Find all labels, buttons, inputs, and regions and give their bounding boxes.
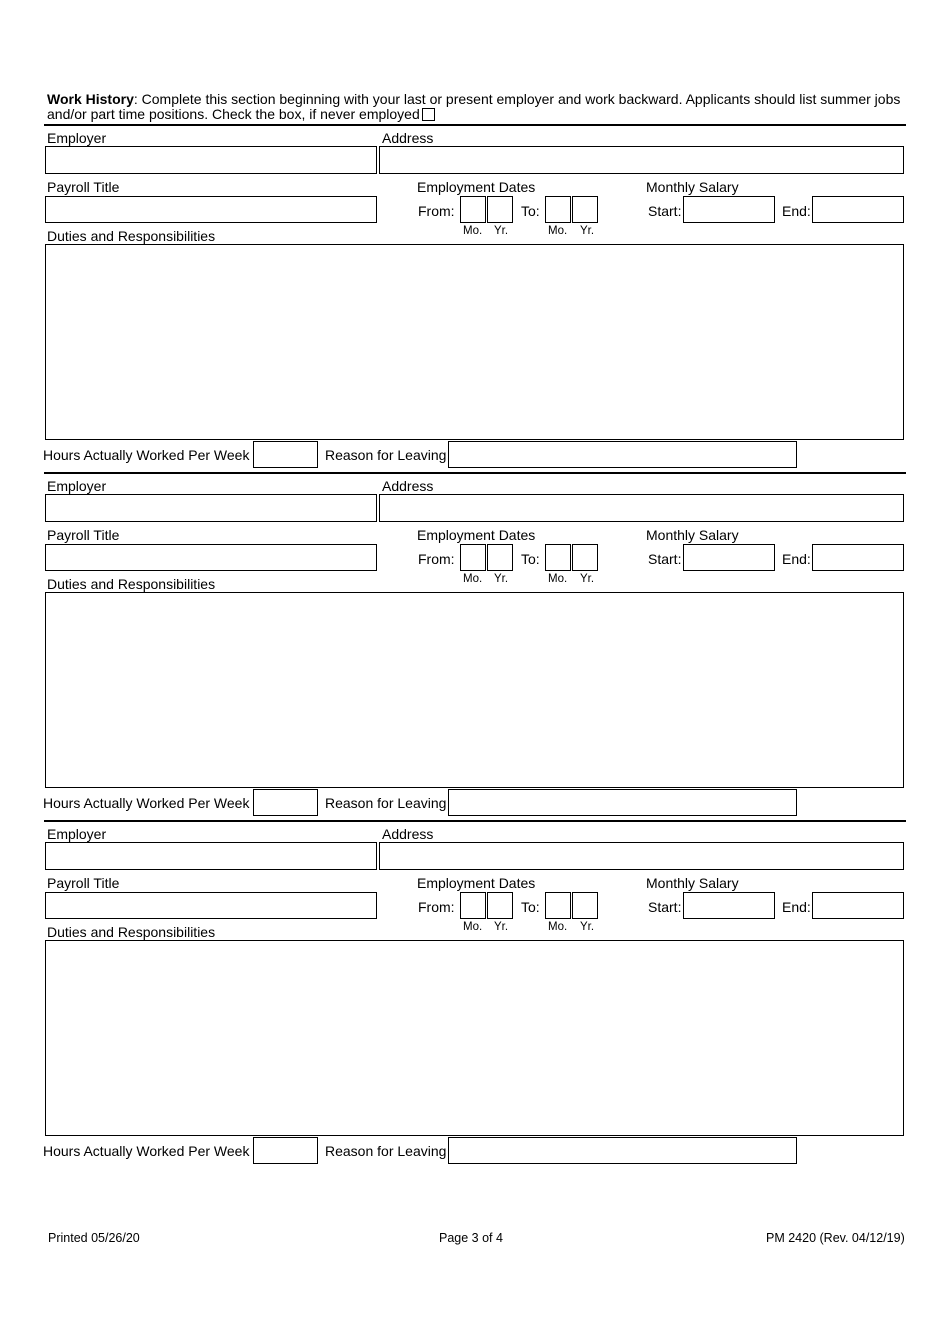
payroll-title-label: Payroll Title	[47, 875, 120, 891]
to-month-input[interactable]	[545, 892, 571, 919]
employer-input[interactable]	[45, 494, 377, 522]
employer-label: Employer	[47, 130, 107, 146]
payroll-title-input[interactable]	[45, 196, 377, 223]
reason-label: Reason for Leaving	[325, 447, 447, 463]
work-history-entry-2	[0, 472, 950, 822]
from-month-input[interactable]	[460, 196, 486, 223]
hours-label: Hours Actually Worked Per Week	[43, 795, 250, 811]
employer-label: Employer	[47, 826, 107, 842]
to-month-input[interactable]	[545, 544, 571, 571]
page-number: Page 3 of 4	[439, 1231, 503, 1245]
payroll-title-label: Payroll Title	[47, 527, 120, 543]
salary-end-input[interactable]	[812, 544, 904, 571]
duties-label: Duties and Responsibilities	[47, 576, 216, 592]
salary-start-input[interactable]	[683, 544, 775, 571]
employer-input[interactable]	[45, 842, 377, 870]
to-label: To:	[521, 899, 540, 915]
hours-input[interactable]	[253, 1137, 318, 1164]
work-history-entry-3	[0, 820, 950, 1170]
from-mo-caption: Mo.	[463, 225, 483, 237]
employer-input[interactable]	[45, 146, 377, 174]
from-mo-caption: Mo.	[463, 573, 483, 585]
duties-label: Duties and Responsibilities	[47, 228, 216, 244]
address-input[interactable]	[379, 842, 904, 870]
work-history-instructions	[47, 92, 917, 122]
hours-label: Hours Actually Worked Per Week	[43, 1143, 250, 1159]
start-label: Start:	[648, 899, 682, 915]
start-label: Start:	[648, 551, 682, 567]
section-divider	[44, 820, 906, 822]
printed-date: Printed 05/26/20	[48, 1231, 140, 1245]
reason-input[interactable]	[448, 1137, 797, 1164]
employment-dates-label: Employment Dates	[417, 875, 536, 891]
payroll-title-label: Payroll Title	[47, 179, 120, 195]
start-label: Start:	[648, 203, 682, 219]
employment-dates-label: Employment Dates	[417, 179, 536, 195]
to-month-input[interactable]	[545, 196, 571, 223]
to-yr-caption: Yr.	[580, 225, 595, 237]
from-yr-caption: Yr.	[494, 921, 509, 933]
employer-label: Employer	[47, 478, 107, 494]
section-divider	[44, 472, 906, 474]
end-label: End:	[782, 203, 811, 219]
from-year-input[interactable]	[487, 544, 513, 571]
monthly-salary-label: Monthly Salary	[646, 875, 739, 891]
from-mo-caption: Mo.	[463, 921, 483, 933]
to-yr-caption: Yr.	[580, 921, 595, 933]
address-input[interactable]	[379, 494, 904, 522]
duties-textarea[interactable]	[45, 244, 904, 440]
from-label: From:	[418, 203, 455, 219]
from-yr-caption: Yr.	[494, 225, 509, 237]
work-history-text: : Complete this section beginning with your last or present employer and work backward. Applicants should list summer jobs and/or part time positions. Check the box, if never employed	[47, 91, 901, 122]
work-history-entry-1	[0, 124, 950, 474]
to-mo-caption: Mo.	[548, 573, 568, 585]
end-label: End:	[782, 551, 811, 567]
from-month-input[interactable]	[460, 892, 486, 919]
from-year-input[interactable]	[487, 892, 513, 919]
employment-dates-label: Employment Dates	[417, 527, 536, 543]
monthly-salary-label: Monthly Salary	[646, 527, 739, 543]
from-yr-caption: Yr.	[494, 573, 509, 585]
to-mo-caption: Mo.	[548, 921, 568, 933]
address-input[interactable]	[379, 146, 904, 174]
address-label: Address	[382, 478, 434, 494]
form-id: PM 2420 (Rev. 04/12/19)	[766, 1231, 905, 1245]
salary-start-input[interactable]	[683, 196, 775, 223]
end-label: End:	[782, 899, 811, 915]
salary-start-input[interactable]	[683, 892, 775, 919]
to-year-input[interactable]	[572, 544, 598, 571]
to-mo-caption: Mo.	[548, 225, 568, 237]
reason-input[interactable]	[448, 789, 797, 816]
address-label: Address	[382, 826, 434, 842]
reason-label: Reason for Leaving	[325, 1143, 447, 1159]
duties-textarea[interactable]	[45, 940, 904, 1136]
from-label: From:	[418, 551, 455, 567]
to-label: To:	[521, 551, 540, 567]
hours-label: Hours Actually Worked Per Week	[43, 447, 250, 463]
duties-label: Duties and Responsibilities	[47, 924, 216, 940]
section-divider	[44, 124, 906, 126]
to-yr-caption: Yr.	[580, 573, 595, 585]
never-employed-checkbox[interactable]	[422, 108, 435, 121]
to-year-input[interactable]	[572, 892, 598, 919]
monthly-salary-label: Monthly Salary	[646, 179, 739, 195]
address-label: Address	[382, 130, 434, 146]
reason-input[interactable]	[448, 441, 797, 468]
to-year-input[interactable]	[572, 196, 598, 223]
salary-end-input[interactable]	[812, 892, 904, 919]
hours-input[interactable]	[253, 789, 318, 816]
from-year-input[interactable]	[487, 196, 513, 223]
payroll-title-input[interactable]	[45, 892, 377, 919]
hours-input[interactable]	[253, 441, 318, 468]
from-label: From:	[418, 899, 455, 915]
work-history-heading: Work History	[47, 91, 134, 107]
reason-label: Reason for Leaving	[325, 795, 447, 811]
to-label: To:	[521, 203, 540, 219]
salary-end-input[interactable]	[812, 196, 904, 223]
from-month-input[interactable]	[460, 544, 486, 571]
payroll-title-input[interactable]	[45, 544, 377, 571]
duties-textarea[interactable]	[45, 592, 904, 788]
